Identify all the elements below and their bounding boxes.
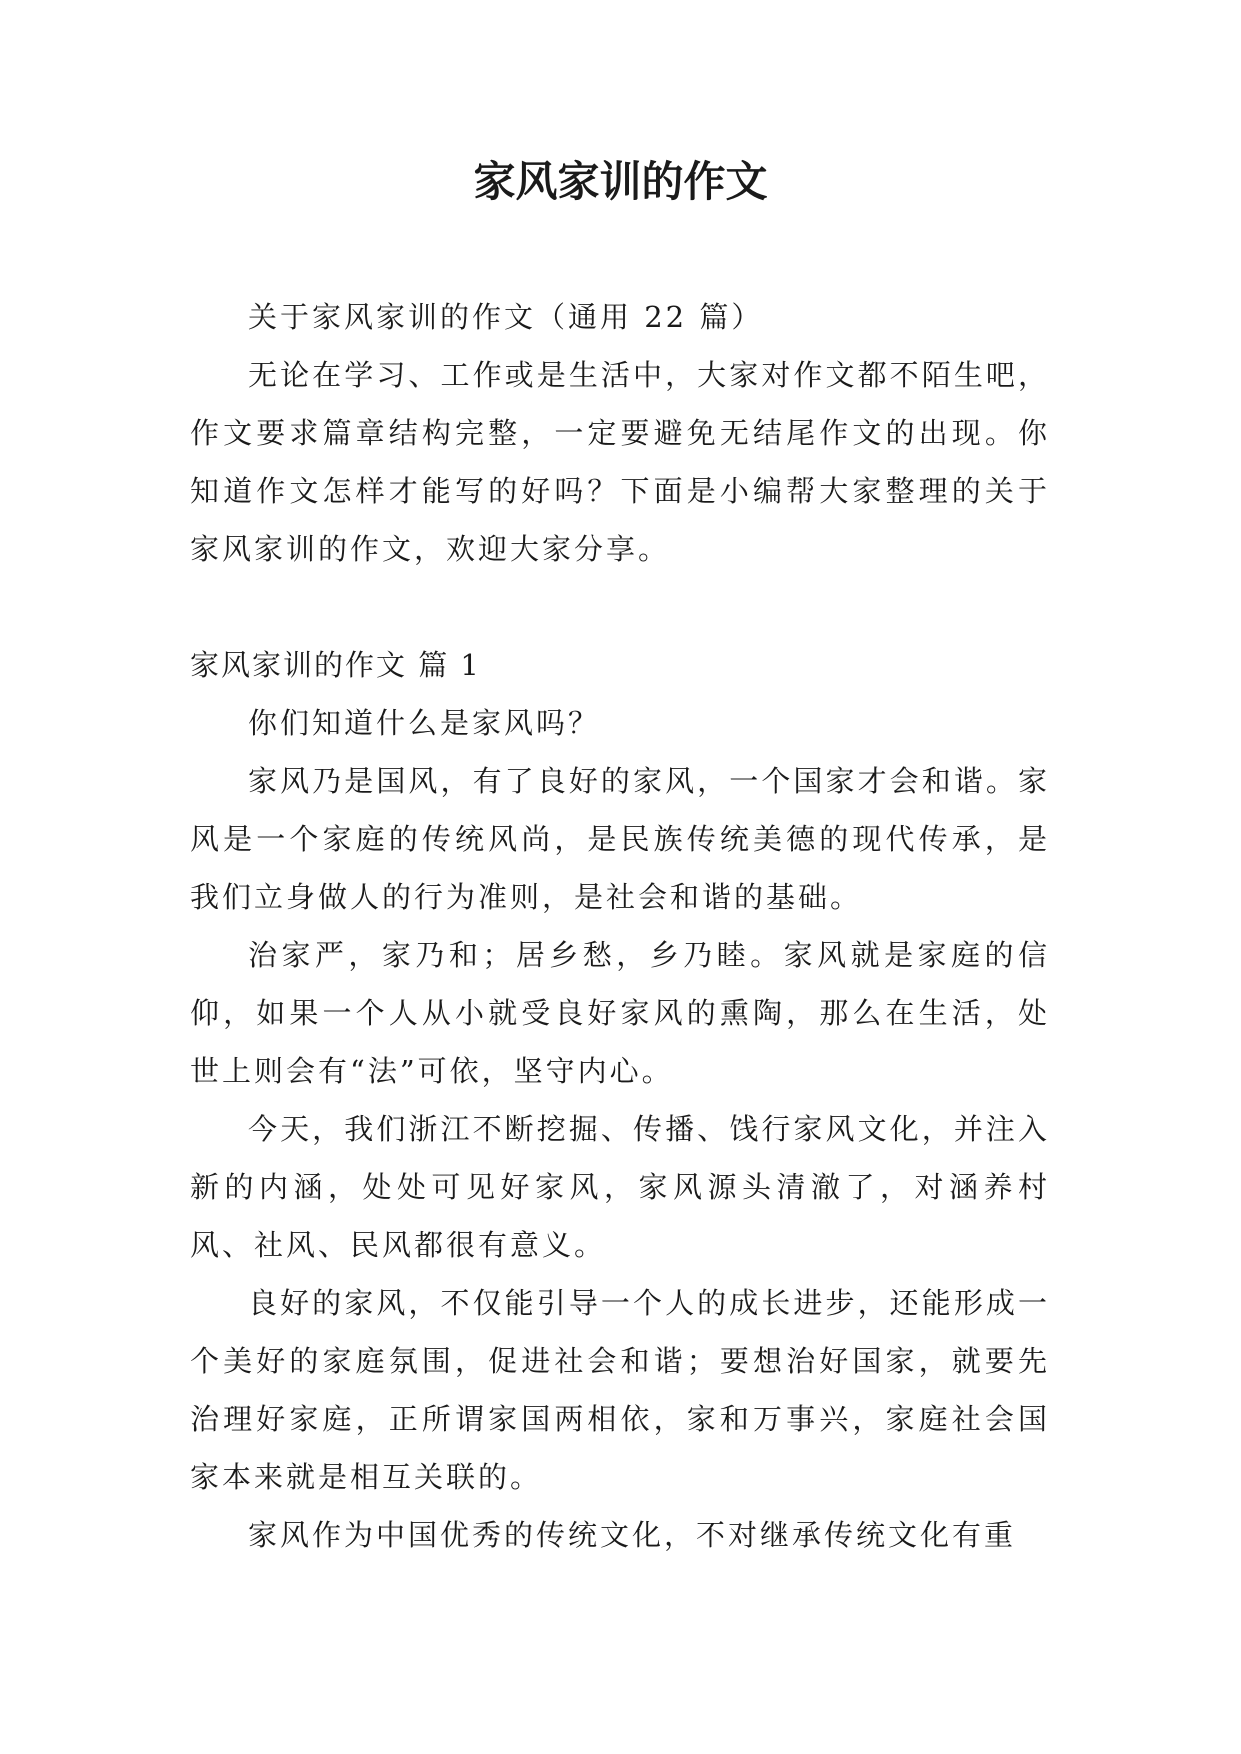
paragraph: 治家严，家乃和；居乡愁，乡乃睦。家风就是家庭的信仰，如果一个人从小就受良好家风的熏陶，那么在生活，处世上则会有“法”可依，坚守内心。 [190, 938, 1050, 1088]
section-spacer [190, 578, 1050, 636]
paragraph: 你们知道什么是家风吗？ [248, 706, 601, 740]
document-title: 家风家训的作文 [473, 157, 768, 206]
intro-paragraph: 无论在学习、工作或是生活中，大家对作文都不陌生吧，作文要求篇章结构完整，一定要避免无结尾作文的出现。你知道作文怎样才能写的好吗？下面是小编帮大家整理的关于家风家训的作文，欢迎大家分享。 [190, 358, 1050, 566]
paragraph: 今天，我们浙江不断挖掘、传播、饯行家风文化，并注入新的内涵，处处可见好家风，家风源头清澈了，对涵养村风、社风、民风都很有意义。 [190, 1112, 1050, 1262]
document-body [190, 288, 1050, 1564]
paragraph: 家风作为中国优秀的传统文化，不对继承传统文化有重 [248, 1518, 1017, 1552]
intro-lead: 关于家风家训的作文（通用 22 篇） [248, 300, 764, 334]
paragraph: 良好的家风，不仅能引导一个人的成长进步，还能形成一个美好的家庭氛围，促进社会和谐；要想治好国家，就要先治理好家庭，正所谓家国两相依，家和万事兴，家庭社会国家本来就是相互关联的。 [190, 1286, 1050, 1494]
paragraph: 家风乃是国风，有了良好的家风，一个国家才会和谐。家风是一个家庭的传统风尚，是民族传统美德的现代传承，是我们立身做人的行为准则，是社会和谐的基础。 [190, 764, 1050, 914]
section-heading: 家风家训的作文 篇 1 [190, 648, 481, 682]
